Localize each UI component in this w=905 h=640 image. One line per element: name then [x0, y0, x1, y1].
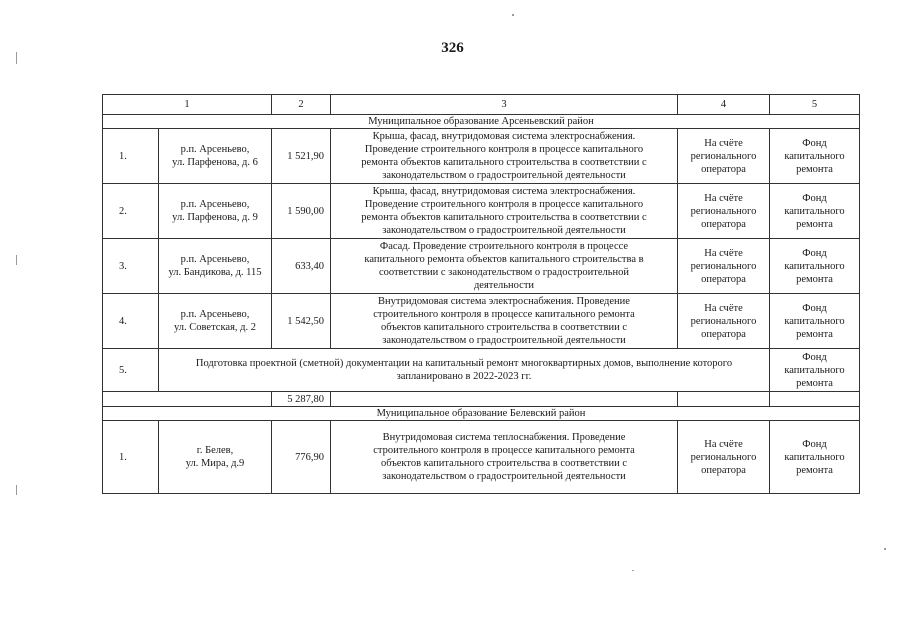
- total-empty-cell: [678, 392, 770, 407]
- row-account: На счёте регионального оператора: [678, 421, 770, 494]
- row-work-description: Фасад. Проведение строительного контроля в процессе капитального ремонта объектов капитального строительства в соответствии с законодательством о градостроительной деятельности: [331, 239, 678, 294]
- row-cost: 633,40: [272, 239, 331, 294]
- total-empty-cell: [331, 392, 678, 407]
- row-design-documentation: Подготовка проектной (сметной) документации на капитальный ремонт многоквартирных домов, выполнение которого запланировано в 2022-2023 гг.: [159, 349, 770, 392]
- row-account: На счёте регионального оператора: [678, 239, 770, 294]
- table-row: [103, 239, 860, 294]
- page-number: 326: [441, 40, 464, 56]
- scan-mark: [884, 548, 886, 550]
- row-account: На счёте регионального оператора: [678, 129, 770, 184]
- header-col-1: 1: [103, 95, 272, 115]
- header-col-5: 5: [770, 95, 860, 115]
- row-address: г. Белев, ул. Мира, д.9: [159, 421, 272, 494]
- header-col-3: 3: [331, 95, 678, 115]
- row-cost: 1 590,00: [272, 184, 331, 239]
- scan-mark: [16, 52, 17, 64]
- municipality-row: [103, 115, 860, 129]
- row-work-description: Внутридомовая система теплоснабжения. Проведение строительного контроля в процессе капитального ремонта объектов капитального строительства в соответствии с законодательством о градостроительной деятельности: [331, 421, 678, 494]
- row-number: 2.: [103, 184, 159, 239]
- row-cost: 776,90: [272, 421, 331, 494]
- row-address: р.п. Арсеньево, ул. Парфенова, д. 6: [159, 129, 272, 184]
- row-fund: Фонд капитального ремонта: [770, 349, 860, 392]
- row-number: 4.: [103, 294, 159, 349]
- row-fund: Фонд капитального ремонта: [770, 294, 860, 349]
- row-address: р.п. Арсеньево, ул. Советская, д. 2: [159, 294, 272, 349]
- total-empty-cell: [770, 392, 860, 407]
- row-fund: Фонд капитального ремонта: [770, 129, 860, 184]
- row-work-description: Внутридомовая система электроснабжения. Проведение строительного контроля в процессе капитального ремонта объектов капитального строительства в соответствии с законодательством о градостроительной деятельности: [331, 294, 678, 349]
- table-row: [103, 294, 860, 349]
- row-number: 1.: [103, 421, 159, 494]
- row-cost: 1 542,50: [272, 294, 331, 349]
- total-cost: 5 287,80: [272, 392, 331, 407]
- municipality-title: Муниципальное образование Арсеньевский район: [103, 115, 860, 129]
- row-account: На счёте регионального оператора: [678, 294, 770, 349]
- total-label-cell: [103, 392, 272, 407]
- header-col-2: 2: [272, 95, 331, 115]
- row-account: На счёте регионального оператора: [678, 184, 770, 239]
- scan-mark: [632, 570, 634, 571]
- row-address: р.п. Арсеньево, ул. Бандикова, д. 115: [159, 239, 272, 294]
- table-row: [103, 349, 860, 392]
- scan-mark: [512, 14, 514, 16]
- municipality-row: [103, 407, 860, 421]
- row-fund: Фонд капитального ремонта: [770, 421, 860, 494]
- total-row: [103, 392, 860, 407]
- row-address: р.п. Арсеньево, ул. Парфенова, д. 9: [159, 184, 272, 239]
- row-number: 1.: [103, 129, 159, 184]
- row-fund: Фонд капитального ремонта: [770, 184, 860, 239]
- scan-mark: [16, 485, 17, 495]
- header-col-4: 4: [678, 95, 770, 115]
- municipality-title: Муниципальное образование Белевский район: [103, 407, 860, 421]
- row-cost: 1 521,90: [272, 129, 331, 184]
- table-header-row: [103, 95, 860, 115]
- table-row: [103, 421, 860, 494]
- row-number: 3.: [103, 239, 159, 294]
- row-work-description: Крыша, фасад, внутридомовая система электроснабжения. Проведение строительного контроля в процессе капитального ремонта объектов капитального строительства в соответствии с законодательством о градостроительной деятельности: [331, 129, 678, 184]
- table-row: [103, 129, 860, 184]
- table-row: [103, 184, 860, 239]
- capital-repair-table: [102, 94, 860, 494]
- row-fund: Фонд капитального ремонта: [770, 239, 860, 294]
- scan-mark: [16, 255, 17, 265]
- row-number: 5.: [103, 349, 159, 392]
- row-work-description: Крыша, фасад, внутридомовая система электроснабжения. Проведение строительного контроля в процессе капитального ремонта объектов капитального строительства в соответствии с законодательством о градостроительной деятельности: [331, 184, 678, 239]
